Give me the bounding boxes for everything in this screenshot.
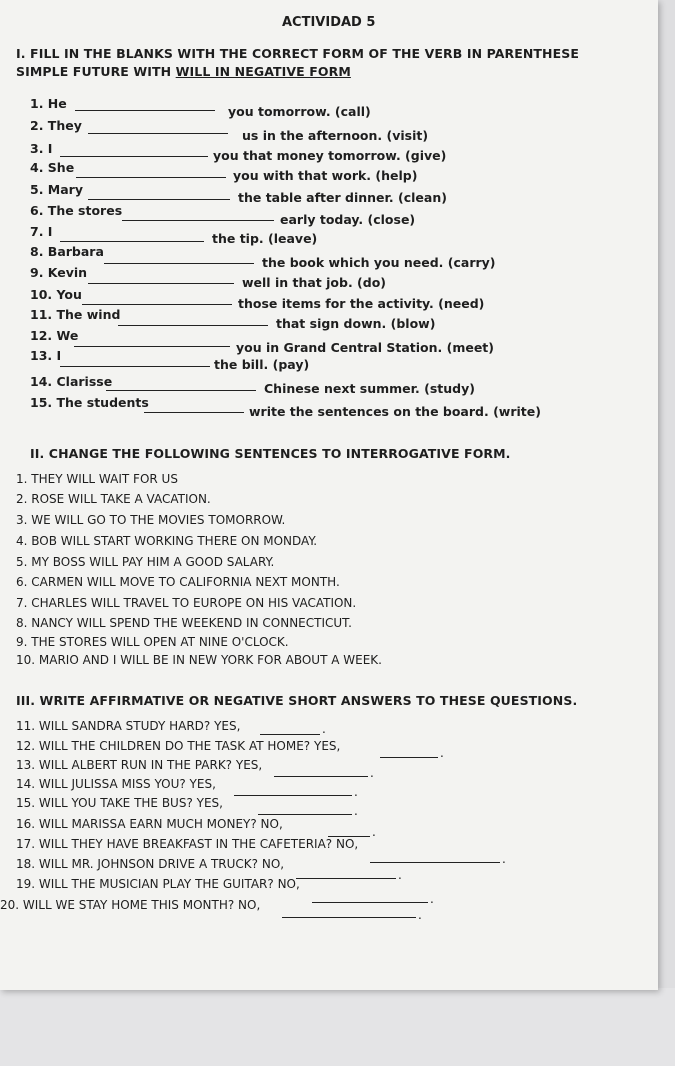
sentence-item: 7. CHARLES WILL TRAVEL TO EUROPE ON HIS VACATION. (16, 596, 357, 610)
fill-item-text: well in that job. (do) (242, 275, 387, 290)
answer-blank[interactable] (258, 814, 352, 815)
fill-item-subject: 13. I (30, 348, 62, 363)
fill-blank[interactable] (122, 220, 274, 221)
sentence-item: 3. WE WILL GO TO THE MOVIES TOMORROW. (16, 513, 286, 527)
fill-item-subject: 6. The stores (30, 203, 123, 218)
answer-blank[interactable] (380, 757, 438, 758)
sentence-item: 9. THE STORES WILL OPEN AT NINE O'CLOCK. (16, 635, 289, 649)
answer-period: . (354, 804, 358, 818)
question-item: 13. WILL ALBERT RUN IN THE PARK? YES, (16, 758, 263, 772)
fill-item-text: you that money tomorrow. (give) (213, 148, 447, 163)
fill-blank[interactable] (74, 346, 230, 347)
fill-blank[interactable] (60, 366, 210, 367)
question-item: 15. WILL YOU TAKE THE BUS? YES, (16, 796, 223, 810)
background-surface (658, 0, 675, 1066)
sentence-item: 6. CARMEN WILL MOVE TO CALIFORNIA NEXT MONTH. (16, 575, 340, 589)
sentence-item: 4. BOB WILL START WORKING THERE ON MONDAY. (16, 534, 318, 548)
sentence-item: 1. THEY WILL WAIT FOR US (16, 472, 178, 486)
fill-item-text: Chinese next summer. (study) (264, 381, 475, 396)
fill-item-subject: 1. He (30, 96, 67, 111)
answer-period: . (430, 892, 434, 906)
fill-item-text: the table after dinner. (clean) (238, 190, 447, 205)
fill-blank[interactable] (118, 325, 268, 326)
answer-period: . (398, 868, 402, 882)
answer-period: . (370, 766, 374, 780)
fill-item-text: the bill. (pay) (214, 357, 310, 372)
subheading-prefix: SIMPLE FUTURE WITH (16, 64, 176, 79)
section2-heading: II. CHANGE THE FOLLOWING SENTENCES TO INTERROGATIVE FORM. (30, 446, 511, 461)
answer-blank[interactable] (296, 878, 396, 879)
fill-item-subject: 15. The students (30, 395, 149, 410)
answer-period: . (440, 746, 444, 760)
question-item: 14. WILL JULISSA MISS YOU? YES, (16, 777, 216, 791)
sentence-item: 10. MARIO AND I WILL BE IN NEW YORK FOR ABOUT A WEEK. (16, 653, 382, 667)
fill-item-text: those items for the activity. (need) (238, 296, 485, 311)
question-item: 20. WILL WE STAY HOME THIS MONTH? NO, (0, 898, 261, 912)
fill-item-subject: 3. I (30, 141, 53, 156)
fill-item-subject: 14. Clarisse (30, 374, 113, 389)
answer-blank[interactable] (282, 917, 416, 918)
sentence-item: 5. MY BOSS WILL PAY HIM A GOOD SALARY. (16, 555, 275, 569)
section3-heading: III. WRITE AFFIRMATIVE OR NEGATIVE SHORT ANSWERS TO THESE QUESTIONS. (16, 693, 578, 708)
answer-blank[interactable] (260, 734, 320, 735)
fill-blank[interactable] (75, 110, 215, 111)
fill-item-subject: 9. Kevin (30, 265, 88, 280)
fill-blank[interactable] (144, 412, 244, 413)
answer-period: . (372, 825, 376, 839)
sentence-item: 8. NANCY WILL SPEND THE WEEKEND IN CONNECTICUT. (16, 616, 352, 630)
fill-blank[interactable] (104, 263, 254, 264)
section1-heading: I. FILL IN THE BLANKS WITH THE CORRECT FORM OF THE VERB IN PARENTHESE (16, 46, 579, 61)
subheading-emphasis: WILL IN NEGATIVE FORM (175, 64, 351, 79)
answer-blank[interactable] (234, 795, 352, 796)
fill-blank[interactable] (88, 133, 228, 134)
fill-item-text: you with that work. (help) (233, 168, 418, 183)
page-title: ACTIVIDAD 5 (282, 15, 376, 30)
fill-item-subject: 2. They (30, 118, 82, 133)
section1-subheading (16, 64, 351, 79)
question-item: 18. WILL MR. JOHNSON DRIVE A TRUCK? NO, (16, 857, 285, 871)
fill-item-text: early today. (close) (280, 212, 416, 227)
fill-blank[interactable] (82, 304, 232, 305)
fill-blank[interactable] (76, 177, 226, 178)
fill-item-text: the book which you need. (carry) (262, 255, 496, 270)
fill-blank[interactable] (88, 199, 230, 200)
fill-blank[interactable] (60, 156, 208, 157)
fill-item-subject: 4. She (30, 160, 75, 175)
answer-period: . (354, 785, 358, 799)
fill-blank[interactable] (60, 241, 204, 242)
answer-blank[interactable] (312, 902, 428, 903)
fill-item-text: that sign down. (blow) (276, 316, 436, 331)
lower-sheet (0, 988, 675, 1066)
sentence-item: 2. ROSE WILL TAKE A VACATION. (16, 492, 211, 506)
fill-item-text: you in Grand Central Station. (meet) (236, 340, 494, 355)
fill-item-text: the tip. (leave) (212, 231, 318, 246)
fill-item-text: us in the afternoon. (visit) (242, 128, 429, 143)
fill-item-subject: 10. You (30, 287, 82, 302)
fill-item-subject: 5. Mary (30, 182, 83, 197)
fill-item-subject: 8. Barbara (30, 244, 104, 259)
fill-item-subject: 11. The wind (30, 307, 121, 322)
answer-period: . (418, 908, 422, 922)
answer-blank[interactable] (370, 862, 500, 863)
question-item: 16. WILL MARISSA EARN MUCH MONEY? NO, (16, 817, 283, 831)
answer-period: . (502, 852, 506, 866)
answer-period: . (322, 722, 326, 736)
fill-item-subject: 7. I (30, 224, 53, 239)
fill-blank[interactable] (88, 283, 234, 284)
fill-item-text: write the sentences on the board. (write) (249, 404, 541, 419)
question-item: 12. WILL THE CHILDREN DO THE TASK AT HOME? YES, (16, 739, 341, 753)
question-item: 11. WILL SANDRA STUDY HARD? YES, (16, 719, 241, 733)
question-item: 19. WILL THE MUSICIAN PLAY THE GUITAR? NO, (16, 877, 300, 891)
fill-blank[interactable] (106, 390, 256, 391)
answer-blank[interactable] (274, 776, 368, 777)
fill-item-subject: 12. We (30, 328, 79, 343)
fill-item-text: you tomorrow. (call) (228, 104, 371, 119)
question-item: 17. WILL THEY HAVE BREAKFAST IN THE CAFETERIA? NO, (16, 837, 359, 851)
